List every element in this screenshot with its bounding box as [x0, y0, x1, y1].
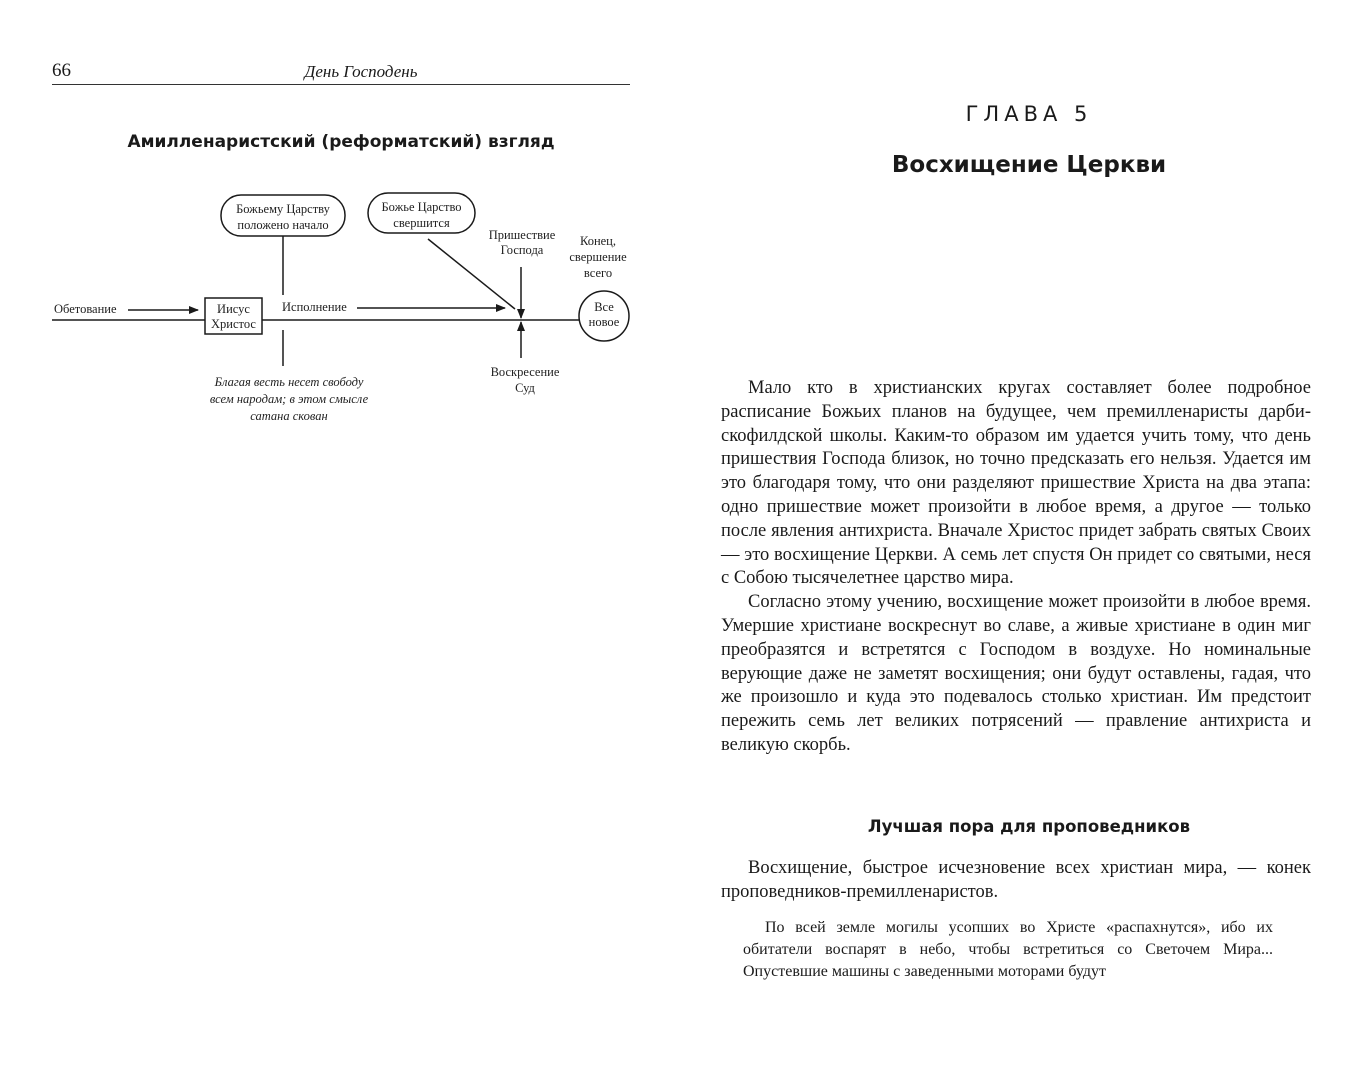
end-label-1: Конец, [579, 234, 617, 248]
paragraph: Восхищение, быстрое исчезновение всех христиан мира, — конек проповедников-премилленаристов. [721, 858, 1311, 902]
right-page [686, 0, 1372, 1080]
block-quote [743, 917, 1273, 983]
jesus-label-1: Иисус [217, 302, 250, 316]
kingdom-begun-label-1: Божьему Царству [236, 202, 330, 216]
gospel-caption-3: сатана скован [250, 409, 328, 423]
resurrection-label-1: Воскресение [490, 365, 560, 379]
coming-label-2: Господа [500, 243, 544, 257]
end-label-3: всего [583, 266, 613, 280]
coming-label-1: Пришествие [488, 228, 556, 242]
body-text [721, 377, 1311, 758]
resurrection-label-2: Суд [515, 381, 535, 395]
section-body [721, 857, 1311, 905]
page-number: 66 [52, 60, 71, 81]
paragraph: Мало кто в христианских кругах составляет более подробное расписание Божьих планов на будущее, чем премилленаристы дарби-скофилдской школы. Каким-то образом им удается учить тому, что день пришествия Господа близок, но точно предсказать его нельзя. Удается им это благодаря тому, что они разделяют пришествие Христа на два этапа: одно пришествие может произойти в любое время, а другое — только после явления антихриста. Вначале Христос придет забрать святых Своих — это восхищение Церкви. А семь лет спустя Он придет со святыми, неся с Собою тысячелетнее царство мира. [721, 378, 1311, 589]
promise-label: Обетование [54, 302, 117, 316]
paragraph: Согласно этому учению, восхищение может произойти в любое время. Умершие христиане воскреснут во славе, а живые христиане в один миг преобразятся и встретятся с Господом в воздухе. Но номинальные верующие даже не заметят восхищения; они будут оставлены, гадая, что же произошло и куда это подевалось столько христиан. Им предстоит пережить семь лет великих потрясений — правление антихриста и великую скорбь. [721, 592, 1311, 755]
diagram-title: Амилленаристский (реформатский) взгляд [127, 132, 555, 152]
all-new-label-1: Все [594, 300, 614, 314]
quote-text: По всей земле могилы усопших во Христе «распахнутся», ибо их обитатели воспарят в небо, чтобы встретиться со Светочем Мира... Опустевшие машины с заведенными моторами будут [743, 919, 1273, 980]
all-new-label-2: новое [588, 315, 620, 329]
end-label-2: свершение [569, 250, 627, 264]
chapter-title: Восхищение Церкви [891, 152, 1167, 178]
kingdom-fulfilled-label-2: свершится [393, 216, 450, 230]
jesus-label-2: Христос [211, 317, 256, 331]
section-heading: Лучшая пора для проповедников [867, 817, 1191, 836]
kingdom-fulfilled-label-1: Божье Царство [381, 200, 462, 214]
gospel-caption-2: всем народам; в этом смысле [209, 392, 369, 406]
amillennial-diagram [0, 0, 686, 460]
gospel-caption-1: Благая весть несет свободу [214, 375, 364, 389]
chapter-label: ГЛАВА 5 [965, 102, 1093, 126]
running-title: День Господень [304, 62, 418, 81]
kingdom-begun-label-2: положено начало [237, 218, 329, 232]
fulfillment-label: Исполнение [282, 300, 347, 314]
